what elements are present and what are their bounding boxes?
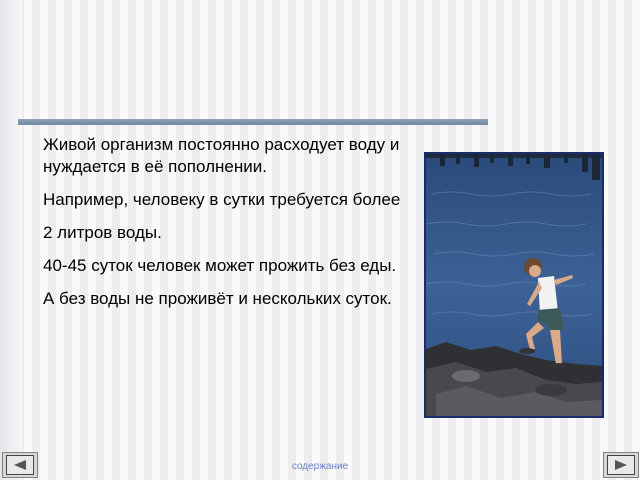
triangle-right-icon — [613, 459, 629, 471]
next-button-frame — [607, 455, 635, 475]
paragraph-2: Например, человеку в сутки требуется более — [43, 190, 401, 209]
paragraph-3: 2 литров воды. — [43, 223, 162, 242]
header-rule — [18, 119, 488, 125]
left-margin-bar — [0, 0, 22, 480]
photo-illustration — [426, 154, 602, 416]
contents-link[interactable]: содержание — [291, 461, 349, 472]
boy-by-water-photo — [424, 152, 604, 418]
paragraph-5: А без воды не проживёт и нескольких суток. — [43, 289, 392, 308]
paragraph-1: Живой организм постоянно расходует воду и нуждается в её пополнении. — [43, 135, 400, 176]
next-slide-button[interactable] — [603, 452, 639, 478]
body-text — [43, 134, 415, 321]
paragraph-4: 40-45 суток человек может прожить без еды. — [43, 256, 397, 275]
